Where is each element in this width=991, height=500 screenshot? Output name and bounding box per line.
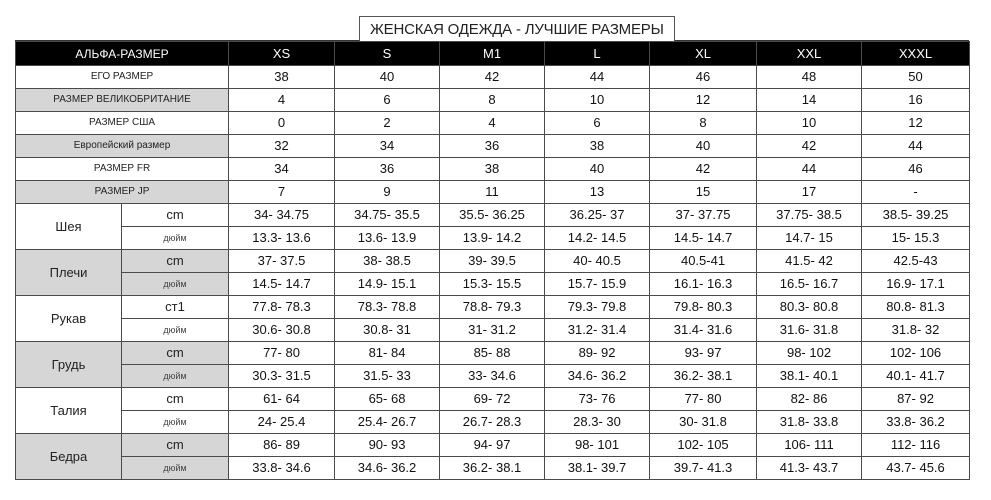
size-header-s: S (335, 42, 440, 66)
unit-cm-label: cm (122, 204, 229, 227)
size-value: 10 (757, 112, 862, 135)
measurement-cm: 38- 38.5 (335, 250, 440, 273)
measurement-cm: 41.5- 42 (757, 250, 862, 273)
title-bar (15, 14, 969, 41)
measurement-inch: 38.1- 39.7 (545, 457, 650, 480)
size-value: 4 (440, 112, 545, 135)
size-value: 11 (440, 181, 545, 204)
measurement-cm: 90- 93 (335, 434, 440, 457)
size-row (16, 89, 970, 112)
measurement-inch: 15.3- 15.5 (440, 273, 545, 296)
chart-title: ЖЕНСКАЯ ОДЕЖДА - ЛУЧШИЕ РАЗМЕРЫ (359, 16, 675, 41)
size-value: 48 (757, 66, 862, 89)
header-row (16, 42, 970, 66)
size-value: 9 (335, 181, 440, 204)
measurement-inch: 39.7- 41.3 (650, 457, 757, 480)
measurement-cm: 35.5- 36.25 (440, 204, 545, 227)
measurement-inch: 41.3- 43.7 (757, 457, 862, 480)
size-row-label: РАЗМЕР FR (16, 158, 229, 181)
unit-inch-label: дюйм (122, 319, 229, 342)
measurement-cm: 39- 39.5 (440, 250, 545, 273)
measurement-inch: 34.6- 36.2 (335, 457, 440, 480)
unit-inch-label: дюйм (122, 227, 229, 250)
measurement-cm: 78.3- 78.8 (335, 296, 440, 319)
measurement-inch: 31- 31.2 (440, 319, 545, 342)
size-value: 40 (650, 135, 757, 158)
measurement-row-cm (16, 204, 970, 227)
size-value: 2 (335, 112, 440, 135)
size-row-label: РАЗМЕР ВЕЛИКОБРИТАНИЕ (16, 89, 229, 112)
measurement-inch: 25.4- 26.7 (335, 411, 440, 434)
unit-inch-label: дюйм (122, 411, 229, 434)
size-value: 4 (229, 89, 335, 112)
measurement-inch: 43.7- 45.6 (862, 457, 970, 480)
measurement-inch: 13.6- 13.9 (335, 227, 440, 250)
measurement-inch: 31.2- 31.4 (545, 319, 650, 342)
body-part-label: Грудь (16, 342, 122, 388)
unit-inch-label: дюйм (122, 273, 229, 296)
size-value: 7 (229, 181, 335, 204)
measurement-row-cm (16, 296, 970, 319)
size-row-label: РАЗМЕР США (16, 112, 229, 135)
size-header-xxxl: XXXL (862, 42, 970, 66)
size-value: 10 (545, 89, 650, 112)
measurement-inch: 40.1- 41.7 (862, 365, 970, 388)
measurement-inch: 14.7- 15 (757, 227, 862, 250)
size-value: 36 (335, 158, 440, 181)
body-part-label: Рукав (16, 296, 122, 342)
measurement-cm: 78.8- 79.3 (440, 296, 545, 319)
size-value: 46 (650, 66, 757, 89)
measurement-cm: 69- 72 (440, 388, 545, 411)
unit-inch-label: дюйм (122, 457, 229, 480)
size-value: 40 (335, 66, 440, 89)
measurement-inch: 34.6- 36.2 (545, 365, 650, 388)
size-header-l: L (545, 42, 650, 66)
measurement-cm: 34.75- 35.5 (335, 204, 440, 227)
measurement-cm: 34- 34.75 (229, 204, 335, 227)
size-value: 0 (229, 112, 335, 135)
measurement-cm: 94- 97 (440, 434, 545, 457)
measurement-cm: 79.8- 80.3 (650, 296, 757, 319)
measurement-inch: 13.9- 14.2 (440, 227, 545, 250)
size-row (16, 158, 970, 181)
measurement-cm: 93- 97 (650, 342, 757, 365)
measurement-cm: 98- 101 (545, 434, 650, 457)
size-value: 44 (757, 158, 862, 181)
unit-cm-label: cm (122, 388, 229, 411)
measurement-cm: 77- 80 (229, 342, 335, 365)
measurement-row-inch (16, 273, 970, 296)
measurement-inch: 28.3- 30 (545, 411, 650, 434)
measurement-inch: 14.5- 14.7 (650, 227, 757, 250)
size-value: - (862, 181, 970, 204)
measurement-cm: 73- 76 (545, 388, 650, 411)
measurement-cm: 80.8- 81.3 (862, 296, 970, 319)
size-value: 36 (440, 135, 545, 158)
measurement-cm: 82- 86 (757, 388, 862, 411)
measurement-cm: 85- 88 (440, 342, 545, 365)
measurement-cm: 81- 84 (335, 342, 440, 365)
size-row-label: ЕГО РАЗМЕР (16, 66, 229, 89)
measurement-cm: 106- 111 (757, 434, 862, 457)
measurement-inch: 13.3- 13.6 (229, 227, 335, 250)
measurement-inch: 30.8- 31 (335, 319, 440, 342)
measurement-cm: 77.8- 78.3 (229, 296, 335, 319)
measurement-cm: 37- 37.5 (229, 250, 335, 273)
measurement-inch: 31.4- 31.6 (650, 319, 757, 342)
size-value: 50 (862, 66, 970, 89)
size-header-xxl: XXL (757, 42, 862, 66)
size-value: 38 (229, 66, 335, 89)
measurement-row-cm (16, 434, 970, 457)
body-part-label: Талия (16, 388, 122, 434)
measurement-row-inch (16, 227, 970, 250)
measurement-inch: 16.9- 17.1 (862, 273, 970, 296)
size-value: 12 (862, 112, 970, 135)
measurement-cm: 42.5-43 (862, 250, 970, 273)
measurement-inch: 36.2- 38.1 (650, 365, 757, 388)
measurement-inch: 30.6- 30.8 (229, 319, 335, 342)
measurement-inch: 16.1- 16.3 (650, 273, 757, 296)
measurement-cm: 36.25- 37 (545, 204, 650, 227)
size-row (16, 181, 970, 204)
size-value: 38 (440, 158, 545, 181)
size-value: 17 (757, 181, 862, 204)
measurement-inch: 30.3- 31.5 (229, 365, 335, 388)
size-value: 13 (545, 181, 650, 204)
size-header-xs: XS (229, 42, 335, 66)
measurement-inch: 33.8- 36.2 (862, 411, 970, 434)
measurement-row-cm (16, 250, 970, 273)
size-value: 34 (335, 135, 440, 158)
measurement-cm: 61- 64 (229, 388, 335, 411)
measurement-inch: 31.6- 31.8 (757, 319, 862, 342)
size-value: 14 (757, 89, 862, 112)
measurement-row-cm (16, 342, 970, 365)
size-value: 16 (862, 89, 970, 112)
unit-inch-label: дюйм (122, 365, 229, 388)
unit-cm-label: cm (122, 434, 229, 457)
measurement-row-inch (16, 319, 970, 342)
size-value: 42 (757, 135, 862, 158)
size-table (15, 41, 970, 480)
measurement-row-inch (16, 365, 970, 388)
measurement-inch: 15.7- 15.9 (545, 273, 650, 296)
measurement-inch: 31.8- 32 (862, 319, 970, 342)
measurement-cm: 38.5- 39.25 (862, 204, 970, 227)
measurement-cm: 112- 116 (862, 434, 970, 457)
size-chart (15, 14, 969, 480)
size-value: 44 (862, 135, 970, 158)
size-value: 15 (650, 181, 757, 204)
measurement-cm: 37- 37.75 (650, 204, 757, 227)
body-part-label: Плечи (16, 250, 122, 296)
measurement-cm: 40- 40.5 (545, 250, 650, 273)
size-value: 44 (545, 66, 650, 89)
unit-cm-label: cm (122, 342, 229, 365)
measurement-inch: 15- 15.3 (862, 227, 970, 250)
measurement-cm: 102- 105 (650, 434, 757, 457)
measurement-inch: 14.2- 14.5 (545, 227, 650, 250)
unit-cm-label: ст1 (122, 296, 229, 319)
measurement-cm: 98- 102 (757, 342, 862, 365)
measurement-inch: 30- 31.8 (650, 411, 757, 434)
measurement-cm: 87- 92 (862, 388, 970, 411)
size-value: 8 (440, 89, 545, 112)
measurement-inch: 14.5- 14.7 (229, 273, 335, 296)
measurement-row-inch (16, 457, 970, 480)
size-value: 34 (229, 158, 335, 181)
size-value: 32 (229, 135, 335, 158)
measurement-inch: 38.1- 40.1 (757, 365, 862, 388)
measurement-cm: 40.5-41 (650, 250, 757, 273)
body-part-label: Бедра (16, 434, 122, 480)
size-value: 6 (335, 89, 440, 112)
measurement-row-cm (16, 388, 970, 411)
measurement-inch: 31.5- 33 (335, 365, 440, 388)
measurement-inch: 14.9- 15.1 (335, 273, 440, 296)
measurement-inch: 24- 25.4 (229, 411, 335, 434)
measurement-inch: 16.5- 16.7 (757, 273, 862, 296)
size-row (16, 135, 970, 158)
size-row (16, 66, 970, 89)
size-value: 40 (545, 158, 650, 181)
size-row-label: Европейский размер (16, 135, 229, 158)
size-value: 46 (862, 158, 970, 181)
measurement-cm: 89- 92 (545, 342, 650, 365)
size-value: 42 (650, 158, 757, 181)
measurement-row-inch (16, 411, 970, 434)
measurement-inch: 33.8- 34.6 (229, 457, 335, 480)
size-value: 38 (545, 135, 650, 158)
size-value: 42 (440, 66, 545, 89)
measurement-inch: 31.8- 33.8 (757, 411, 862, 434)
measurement-inch: 36.2- 38.1 (440, 457, 545, 480)
size-value: 6 (545, 112, 650, 135)
measurement-cm: 86- 89 (229, 434, 335, 457)
measurement-cm: 80.3- 80.8 (757, 296, 862, 319)
unit-cm-label: cm (122, 250, 229, 273)
size-row (16, 112, 970, 135)
table-body (16, 42, 970, 480)
measurement-cm: 65- 68 (335, 388, 440, 411)
body-part-label: Шея (16, 204, 122, 250)
size-value: 8 (650, 112, 757, 135)
header-label: АЛЬФА-РАЗМЕР (16, 42, 229, 66)
measurement-cm: 77- 80 (650, 388, 757, 411)
measurement-inch: 33- 34.6 (440, 365, 545, 388)
size-header-xl: XL (650, 42, 757, 66)
measurement-inch: 26.7- 28.3 (440, 411, 545, 434)
measurement-cm: 102- 106 (862, 342, 970, 365)
measurement-cm: 79.3- 79.8 (545, 296, 650, 319)
size-row-label: РАЗМЕР JP (16, 181, 229, 204)
measurement-cm: 37.75- 38.5 (757, 204, 862, 227)
size-value: 12 (650, 89, 757, 112)
size-header-m: M1 (440, 42, 545, 66)
